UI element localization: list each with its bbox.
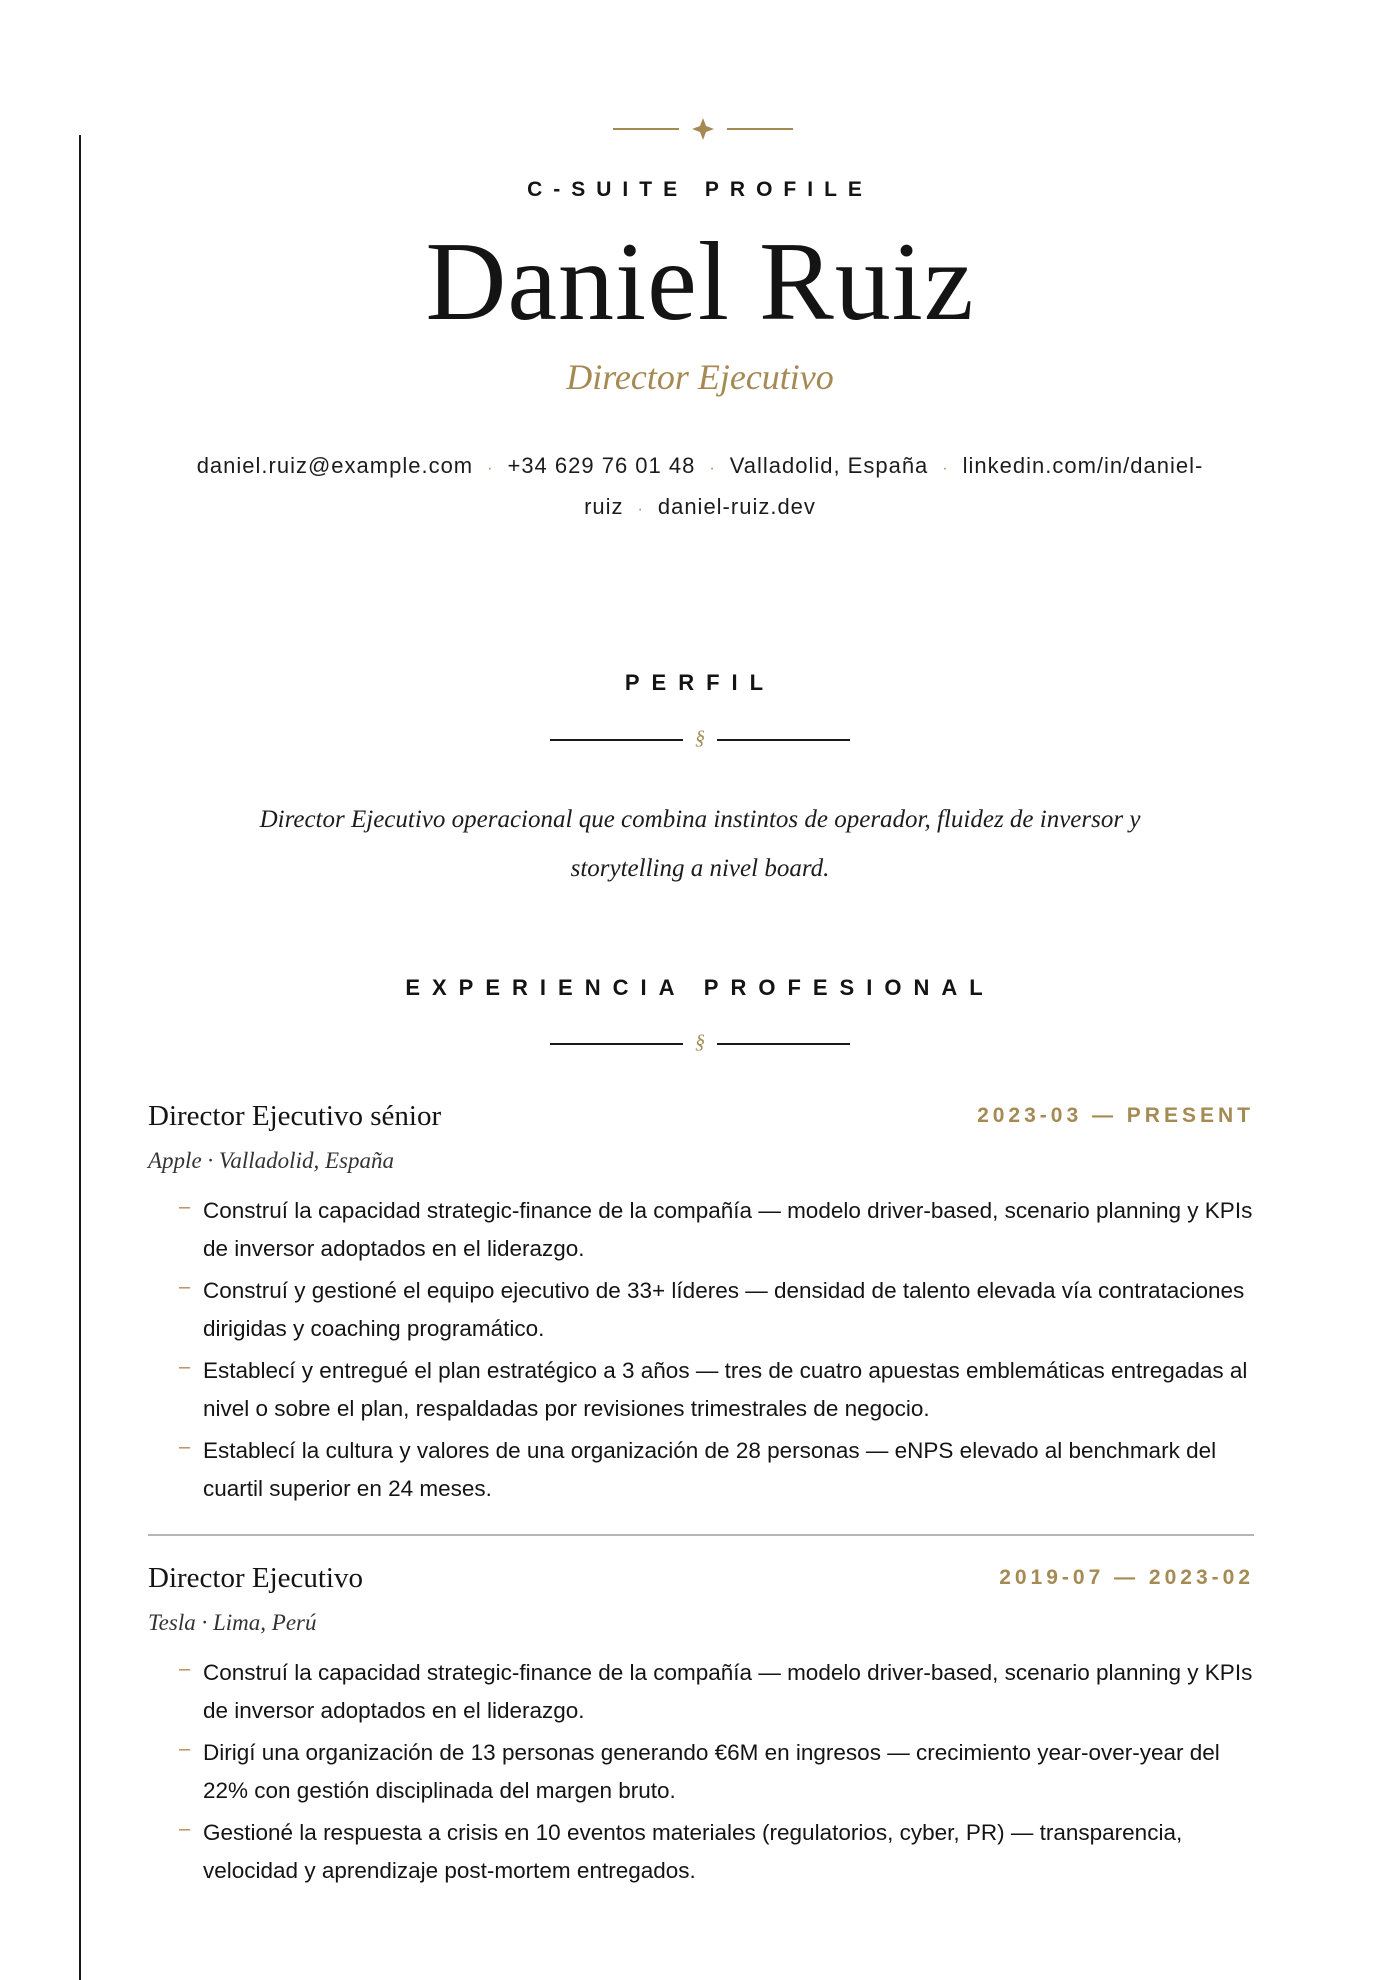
bullet-dash-icon: – — [179, 1738, 191, 1760]
section-mark-icon: § — [695, 727, 705, 749]
job-title: Director Ejecutivo — [148, 1562, 363, 1594]
contact-separator: · — [487, 460, 494, 477]
bullet-dash-icon: – — [179, 1436, 191, 1458]
experience-section-title: EXPERIENCIA PROFESIONAL — [405, 975, 995, 1000]
job-bullet: – Establecí y entregué el plan estratégico a 3 años — tres de cuatro apuestas emblemáticas entregadas al nivel o sobre el plan, respaldadas por revisiones trimestrales de negocio. — [203, 1352, 1254, 1428]
job-bullet: – Construí la capacidad strategic-finance de la compañía — modelo driver-based, scenario planning y KPIs de inversor adoptados en el liderazgo. — [203, 1192, 1254, 1268]
website-link[interactable]: daniel-ruiz.dev — [657, 494, 816, 519]
job-bullet: – Gestioné la respuesta a crisis en 10 eventos materiales (regulatorios, cyber, PR) — transparencia, velocidad y aprendizaje post-mortem entregados. — [203, 1814, 1254, 1890]
contact-separator: · — [709, 460, 716, 477]
profile-summary: Director Ejecutivo operacional que combina instintos de operador, fluidez de inversor y storytelling a nivel board. — [259, 806, 1141, 882]
contact-separator: · — [637, 501, 644, 518]
header-ornament-icon — [613, 114, 793, 144]
profile-kicker: C-SUITE PROFILE — [527, 178, 873, 201]
email-link[interactable]: daniel.ruiz@example.com — [196, 453, 474, 478]
left-page-rule — [79, 135, 81, 1980]
bullet-dash-icon: – — [179, 1818, 191, 1840]
contact-info — [150, 447, 1250, 529]
profile-divider — [550, 727, 850, 751]
job-bullet: – Dirigí una organización de 13 personas generando €6M en ingresos — crecimiento year-over-year del 22% con gestión disciplinada del margen bruto. — [203, 1734, 1254, 1810]
job-separator — [148, 1534, 1254, 1536]
job-dates: 2019-07 — 2023-02 — [999, 1566, 1254, 1589]
bullet-dash-icon: – — [179, 1196, 191, 1218]
bullet-dash-icon: – — [179, 1658, 191, 1680]
profile-section-title: PERFIL — [624, 670, 776, 695]
job-bullet: – Construí la capacidad strategic-finance de la compañía — modelo driver-based, scenario planning y KPIs de inversor adoptados en el liderazgo. — [203, 1654, 1254, 1730]
job-dates: 2023-03 — PRESENT — [977, 1104, 1254, 1127]
job-company: Apple · Valladolid, España — [148, 1148, 394, 1173]
bullet-dash-icon: – — [179, 1276, 191, 1298]
job-bullet: – Establecí la cultura y valores de una organización de 28 personas — eNPS elevado al benchmark del cuartil superior en 24 meses. — [203, 1432, 1254, 1508]
candidate-name: Daniel Ruiz — [425, 220, 975, 344]
job-bullets — [179, 1192, 1254, 1512]
bullet-dash-icon: – — [179, 1356, 191, 1378]
section-mark-icon: § — [695, 1031, 705, 1053]
experience-divider — [550, 1031, 850, 1055]
job-bullets — [179, 1654, 1254, 1894]
contact-separator: · — [942, 460, 949, 477]
candidate-role: Director Ejecutivo — [566, 357, 834, 397]
location-text: Valladolid, España — [729, 453, 929, 478]
phone-text: +34 629 76 01 48 — [507, 453, 696, 478]
linkedin-link[interactable]: linkedin.com/in/daniel- ruiz — [584, 453, 1204, 519]
job-title: Director Ejecutivo sénior — [148, 1100, 442, 1132]
job-bullet: – Construí y gestioné el equipo ejecutivo de 33+ líderes — densidad de talento elevada vía contrataciones dirigidas y coaching programático. — [203, 1272, 1254, 1348]
job-company: Tesla · Lima, Perú — [148, 1610, 317, 1635]
